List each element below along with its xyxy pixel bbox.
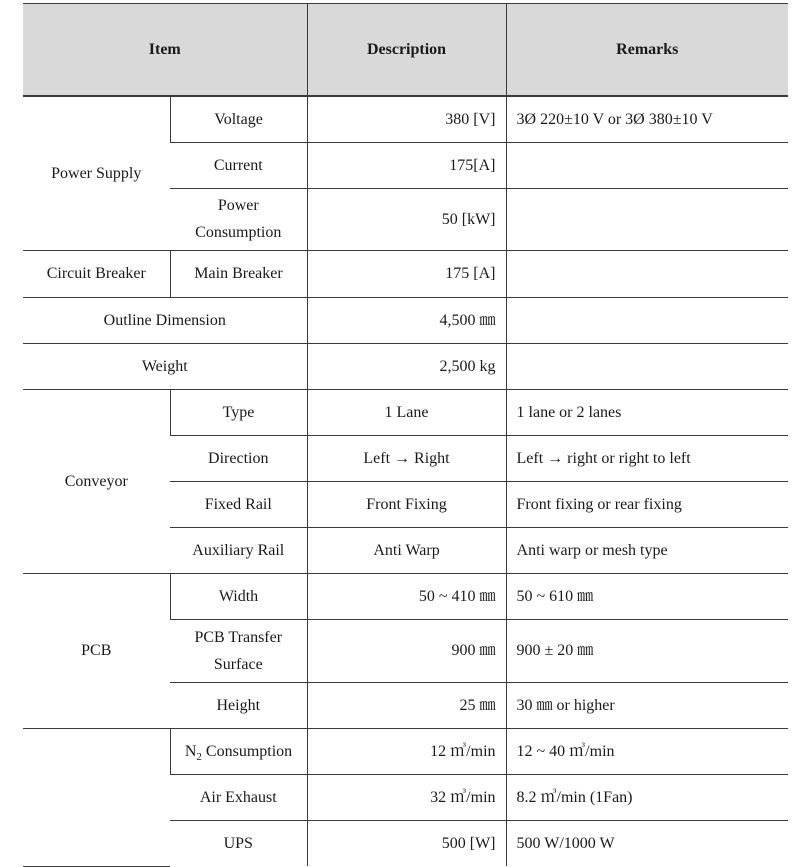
direction-remarks: Left → right or right to left [506, 435, 788, 481]
header-description: Description [307, 4, 506, 97]
auxiliary-rail-description: Anti Warp [307, 527, 506, 573]
header-remarks: Remarks [506, 4, 788, 97]
type-remarks: 1 lane or 2 lanes [506, 389, 788, 435]
n2-consumption-label [170, 728, 307, 774]
current-remarks [506, 142, 788, 188]
main-breaker-label: Main Breaker [170, 250, 307, 297]
header-row [23, 4, 788, 97]
table-row [23, 573, 788, 619]
fixed-rail-description: Front Fixing [307, 481, 506, 527]
fixed-rail-label: Fixed Rail [170, 481, 307, 527]
auxiliary-rail-label: Auxiliary Rail [170, 527, 307, 573]
direction-label: Direction [170, 435, 307, 481]
group-circuit-breaker: Circuit Breaker [23, 250, 170, 297]
width-remarks: 50 ~ 610 ㎜ [506, 573, 788, 619]
air-exhaust-remarks: 8.2 ㎥/min (1Fan) [506, 774, 788, 820]
n2-label-subscript: 2 [196, 750, 202, 763]
table-row [23, 96, 788, 142]
air-exhaust-label: Air Exhaust [170, 774, 307, 820]
table-row [23, 389, 788, 435]
group-pcb: PCB [23, 573, 170, 728]
pcb-transfer-description: 900 ㎜ [307, 619, 506, 682]
direction-description: Left → Right [307, 435, 506, 481]
table-row [23, 343, 788, 389]
height-label: Height [170, 682, 307, 728]
power-consumption-remarks [506, 188, 788, 250]
width-label: Width [170, 573, 307, 619]
group-weight: Weight [23, 343, 307, 389]
auxiliary-rail-remarks: Anti warp or mesh type [506, 527, 788, 573]
group-outline-dimension: Outline Dimension [23, 297, 307, 343]
fixed-rail-remarks: Front fixing or rear fixing [506, 481, 788, 527]
pcb-transfer-label-line2: Surface [213, 655, 263, 673]
air-exhaust-description: 32 ㎥/min [307, 774, 506, 820]
width-description: 50 ~ 410 ㎜ [307, 573, 506, 619]
header-item: Item [23, 4, 307, 97]
ups-label: UPS [223, 834, 253, 852]
height-description: 25 ㎜ [307, 682, 506, 728]
power-consumption-label-line2: Consumption [195, 224, 282, 241]
pcb-transfer-label-line1: PCB Transfer [194, 628, 283, 646]
pcb-transfer-remarks: 900 ± 20 ㎜ [506, 619, 788, 682]
table-row [23, 728, 788, 774]
spec-table [23, 3, 788, 867]
main-breaker-description: 175 [A] [307, 250, 506, 297]
pcb-transfer-label [170, 619, 307, 682]
group-power-supply: Power Supply [23, 96, 170, 250]
current-label: Current [170, 142, 307, 188]
outline-dimension-remarks [506, 297, 788, 343]
type-label: Type [170, 389, 307, 435]
table-row [23, 297, 788, 343]
voltage-label: Voltage [170, 96, 307, 142]
ups-description: 500 [W] [307, 820, 506, 866]
current-description: 175[A] [307, 142, 506, 188]
n2-consumption-description: 12 ㎥/min [307, 728, 506, 774]
n2-label-prefix: N [184, 742, 197, 760]
n2-label-suffix: Consumption [201, 742, 293, 760]
outline-dimension-description: 4,500 ㎜ [307, 297, 506, 343]
ups-remarks: 500 W/1000 W [506, 820, 788, 866]
group-conveyor: Conveyor [23, 389, 170, 573]
power-consumption-label [170, 188, 307, 250]
power-consumption-label-line1: Power [217, 197, 259, 214]
voltage-description: 380 [V] [307, 96, 506, 142]
power-consumption-description: 50 [kW] [307, 188, 506, 250]
height-remarks: 30 ㎜ or higher [506, 682, 788, 728]
voltage-remarks: 3Ø 220±10 V or 3Ø 380±10 V [506, 96, 788, 142]
weight-remarks [506, 343, 788, 389]
weight-description: 2,500 kg [307, 343, 506, 389]
table-row [23, 250, 788, 297]
n2-consumption-remarks: 12 ~ 40 ㎥/min [506, 728, 788, 774]
main-breaker-remarks [506, 250, 788, 297]
group-unlabeled [23, 728, 170, 866]
type-description: 1 Lane [307, 389, 506, 435]
